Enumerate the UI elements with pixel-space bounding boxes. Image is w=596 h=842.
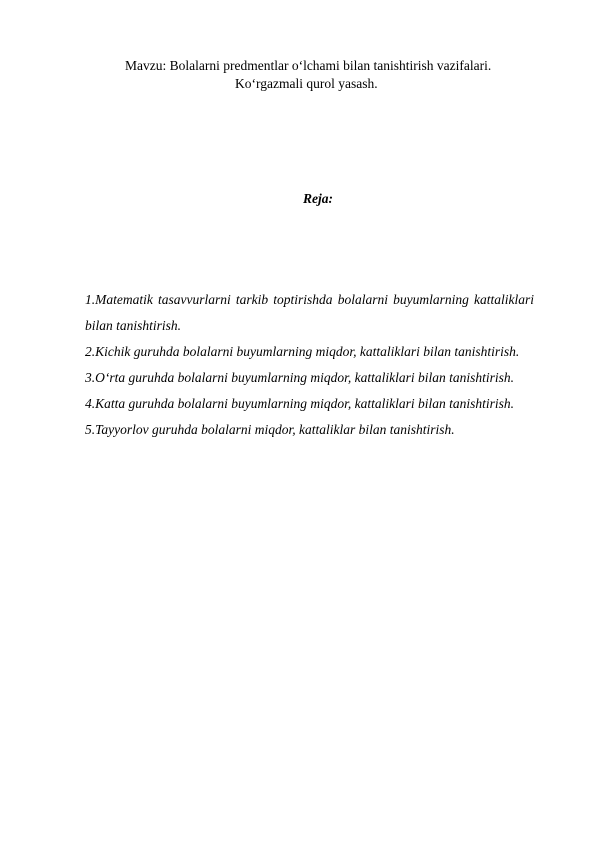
plan-item-3: 3.O‘rta guruhda bolalarni buyumlarning miqdor, kattaliklari bilan tanishtirish. (85, 370, 515, 385)
plan-item-5: 5.Tayyorlov guruhda bolalarni miqdor, kattaliklar bilan tanishtirish. (85, 422, 455, 437)
plan-list (85, 287, 534, 443)
document-title-line-1: Mavzu: Bolalarni predmentlar o‘lchami bilan tanishtirish vazifalari. (125, 58, 492, 73)
plan-item-4: 4.Katta guruhda bolalarni buyumlarning miqdor, kattaliklari bilan tanishtirish. (85, 396, 515, 411)
plan-item-1: 1.Matematik tasavvurlarni tarkib toptirishda bolalarni buyumlarning kattaliklari bilan tanishtirish. (85, 292, 534, 333)
plan-heading: Reja: (303, 191, 333, 206)
plan-item-2: 2.Kichik guruhda bolalarni buyumlarning miqdor, kattaliklari bilan tanishtirish. (85, 344, 520, 359)
document-title-line-2: Ko‘rgazmali qurol yasash. (235, 76, 378, 91)
